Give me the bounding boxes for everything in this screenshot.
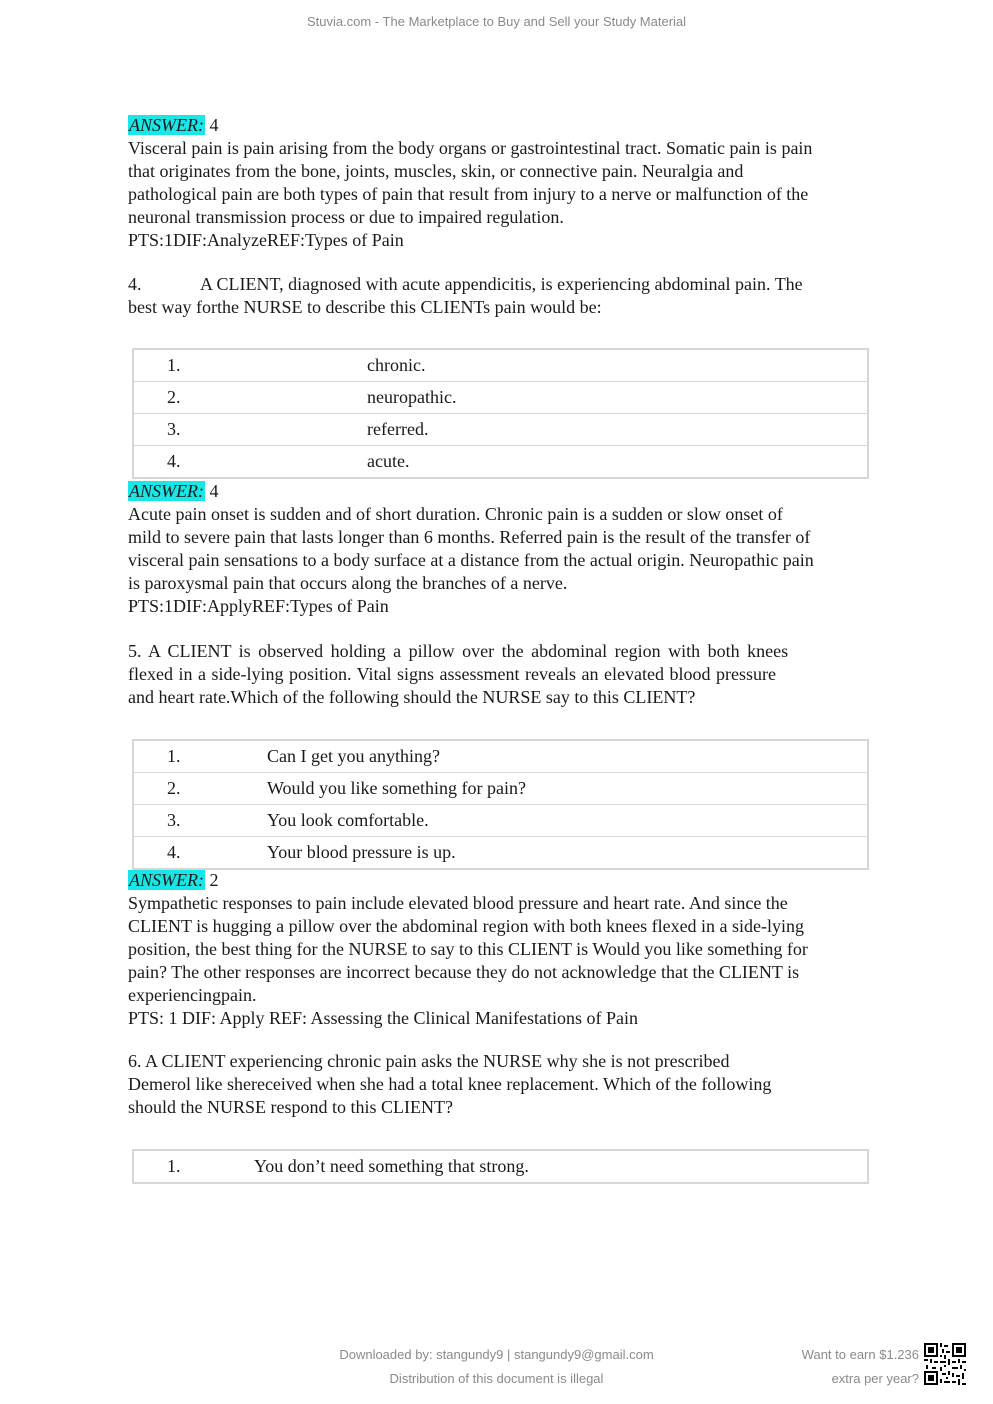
option-row[interactable] xyxy=(133,349,868,382)
stem-line: flexed in a side-lying position. Vital signs assessment reveals an elevated blood pressure xyxy=(128,664,776,684)
downloaded-by: Downloaded by: stangundy9 | stangundy9@gmail.com xyxy=(339,1347,654,1362)
stem-line: best way forthe NURSE to describe this CLIENTs pain would be: xyxy=(128,297,602,317)
pts-line: PTS: 1 DIF: Apply REF: Assessing the Clinical Manifestations of Pain xyxy=(128,1008,639,1028)
option-text: neuropathic. xyxy=(197,382,868,414)
explanation-line: position, the best thing for the NURSE to say to this CLIENT is Would you like something for xyxy=(128,939,808,959)
option-text: Would you like something for pain? xyxy=(197,773,868,805)
explanation-line: CLIENT is hugging a pillow over the abdominal region with both knees flexed in a side-lying xyxy=(128,916,805,936)
stem-line xyxy=(128,273,868,296)
q4-stem xyxy=(128,273,868,319)
distribution-notice: Distribution of this document is illegal xyxy=(389,1371,604,1386)
earn-promo-line1[interactable]: Want to earn $1.236 xyxy=(801,1347,919,1362)
pts-line: PTS:1DIF:ApplyREF:Types of Pain xyxy=(128,596,389,616)
explanation-line: is paroxysmal pain that occurs along the branches of a nerve. xyxy=(128,573,568,593)
option-text: You look comfortable. xyxy=(197,805,868,837)
answer-label: ANSWER: xyxy=(129,870,204,890)
option-number: 2. xyxy=(133,773,197,805)
explanation-line: neuronal transmission process or due to impaired regulation. xyxy=(128,207,564,227)
stuvia-banner: Stuvia.com - The Marketplace to Buy and Sell your Study Material xyxy=(306,14,687,29)
earn-promo-line2[interactable]: extra per year? xyxy=(831,1371,919,1386)
stem-line: and heart rate.Which of the following should the NURSE say to this CLIENT? xyxy=(128,687,696,707)
option-number: 1. xyxy=(133,349,197,382)
option-number: 3. xyxy=(133,414,197,446)
option-row[interactable] xyxy=(133,1150,868,1183)
explanation-line: pathological pain are both types of pain that result from injury to a nerve or malfunction of the xyxy=(128,184,809,204)
q4-options-table xyxy=(132,348,869,479)
option-text: acute. xyxy=(197,446,868,479)
option-row[interactable] xyxy=(133,740,868,773)
stem-text: A CLIENT, diagnosed with acute appendicitis, is experiencing abdominal pain. The xyxy=(200,274,803,294)
explanation-line: that originates from the bone, joints, muscles, skin, or connective pain. Neuralgia and xyxy=(128,161,744,181)
q5-stem xyxy=(128,640,868,709)
option-row[interactable] xyxy=(133,382,868,414)
option-number: 1. xyxy=(133,740,197,773)
q6-stem xyxy=(128,1050,868,1119)
option-number: 3. xyxy=(133,805,197,837)
q3-answer-block xyxy=(128,114,868,252)
explanation-line: mild to severe pain that lasts longer than 6 months. Referred pain is the result of the transfer of xyxy=(128,527,811,547)
q5-answer-block xyxy=(128,869,868,1030)
q5-options-table xyxy=(132,739,869,870)
pts-line: PTS:1DIF:AnalyzeREF:Types of Pain xyxy=(128,230,404,250)
option-number: 4. xyxy=(133,837,197,870)
answer-label: ANSWER: xyxy=(129,481,204,501)
option-number: 1. xyxy=(133,1150,197,1183)
option-row[interactable] xyxy=(133,446,868,479)
answer-line xyxy=(128,869,868,892)
answer-value: 4 xyxy=(209,115,219,135)
explanation-line: experiencingpain. xyxy=(128,985,257,1005)
option-text: Your blood pressure is up. xyxy=(197,837,868,870)
stem-line: 5. A CLIENT is observed holding a pillow over the abdominal region with both knees xyxy=(128,641,789,661)
q6-options-table xyxy=(132,1149,869,1184)
option-text: You don’t need something that strong. xyxy=(197,1150,868,1183)
answer-line xyxy=(128,480,868,503)
option-row[interactable] xyxy=(133,805,868,837)
q4-answer-block xyxy=(128,480,868,618)
explanation-line: Visceral pain is pain arising from the body organs or gastrointestinal tract. Somatic pain is pain xyxy=(128,138,813,158)
stem-line: 6. A CLIENT experiencing chronic pain asks the NURSE why she is not prescribed xyxy=(128,1051,730,1071)
option-row[interactable] xyxy=(133,773,868,805)
option-text: chronic. xyxy=(197,349,868,382)
explanation-line: Acute pain onset is sudden and of short duration. Chronic pain is a sudden or slow onset of xyxy=(128,504,783,524)
answer-value: 4 xyxy=(209,481,219,501)
stem-line: Demerol like shereceived when she had a total knee replacement. Which of the following xyxy=(128,1074,772,1094)
option-text: referred. xyxy=(197,414,868,446)
answer-label: ANSWER: xyxy=(129,115,204,135)
answer-value: 2 xyxy=(209,870,219,890)
option-row[interactable] xyxy=(133,837,868,870)
question-number: 4. xyxy=(128,274,142,294)
qr-code-icon[interactable] xyxy=(924,1343,966,1385)
option-text: Can I get you anything? xyxy=(197,740,868,773)
option-number: 4. xyxy=(133,446,197,479)
explanation-line: visceral pain sensations to a body surface at a distance from the actual origin. Neuropathic pain xyxy=(128,550,814,570)
answer-line xyxy=(128,114,868,137)
option-number: 2. xyxy=(133,382,197,414)
explanation-line: Sympathetic responses to pain include elevated blood pressure and heart rate. And since the xyxy=(128,893,788,913)
option-row[interactable] xyxy=(133,414,868,446)
stem-line: should the NURSE respond to this CLIENT? xyxy=(128,1097,453,1117)
explanation-line: pain? The other responses are incorrect because they do not acknowledge that the CLIENT is xyxy=(128,962,800,982)
